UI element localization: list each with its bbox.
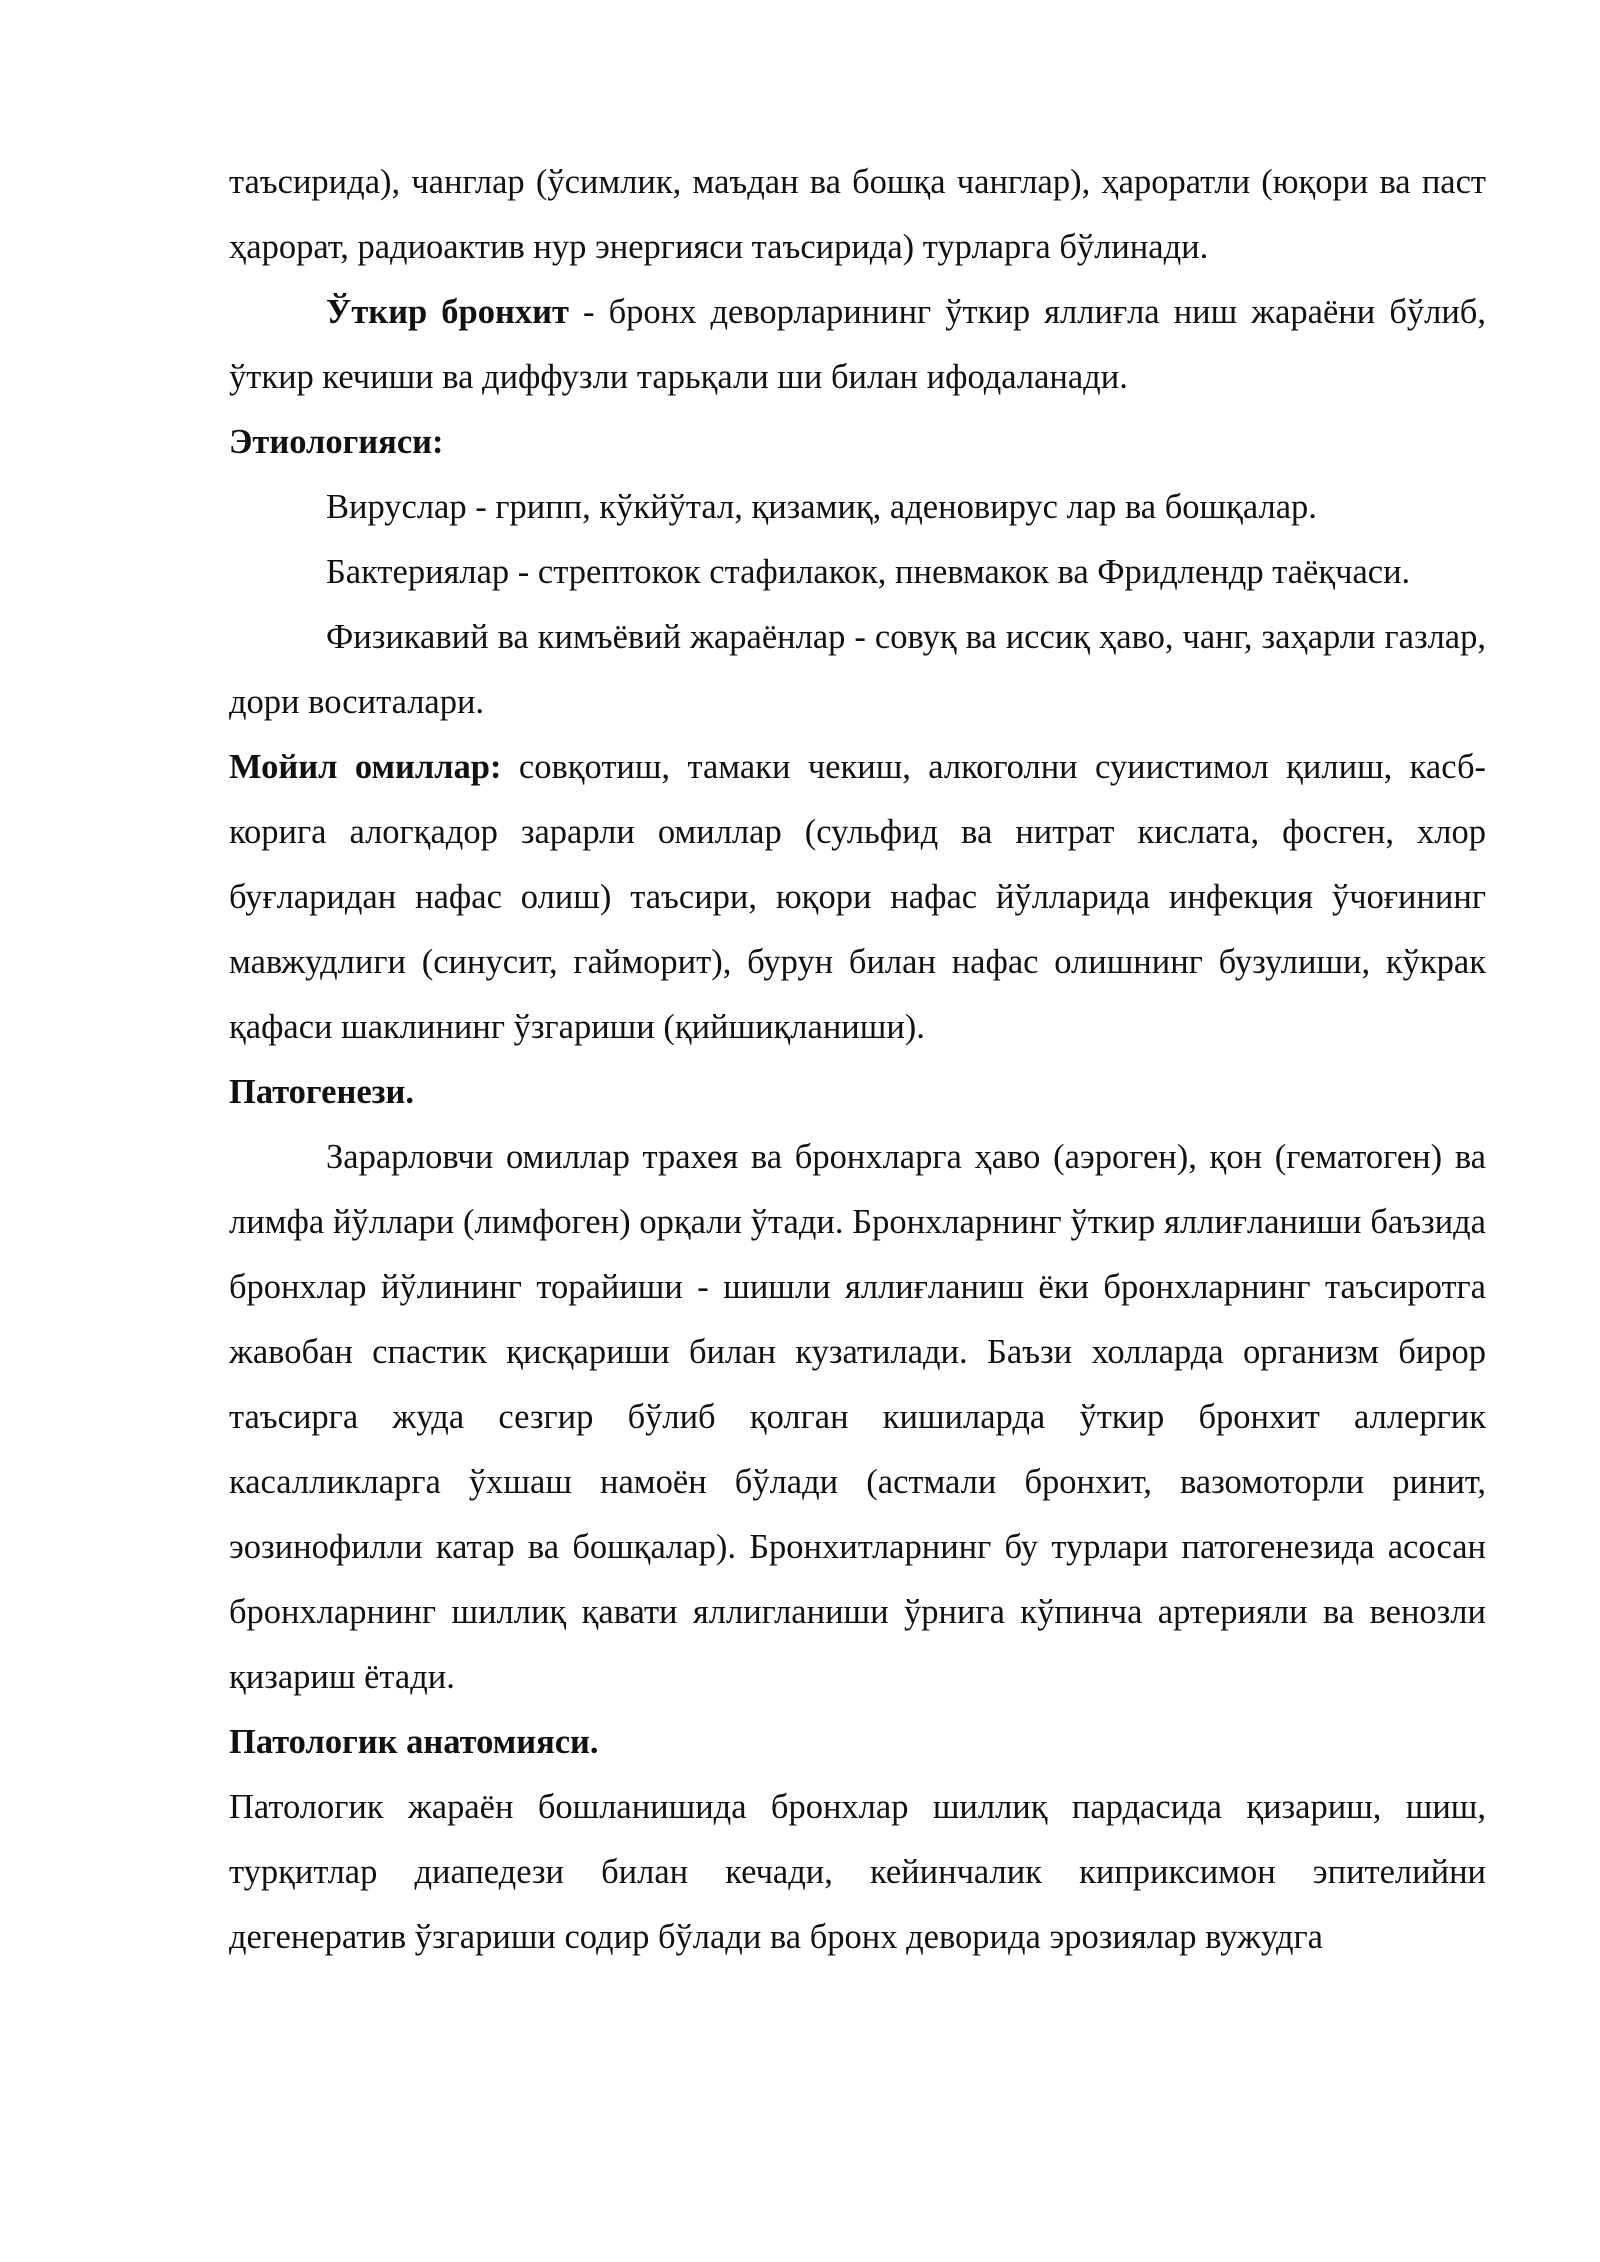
paragraph-pathogenesis: Зарарловчи омиллар трахея ва бронхларга ҳаво (аэроген), қон (гематоген) ва лимфа йўллари (лимфоген) орқали ўтади. Бронхларнинг ўткир яллиғланиши баъзида бронхлар йўлининг торайиши - шишли яллиғланиш ёки бронхларнинг таъсиротга жавобан спастик қисқариши билан кузатилади. Баъзи холларда организм бирор таъсирга жуда сезгир бўлиб қолган кишиларда ўткир бронхит аллергик касалликларга ўхшаш намоён бўлади (астмали бронхит, вазомоторли ринит, эозинофилли катар ва бошқалар). Бронхитларнинг бу турлари патогенезида асосан бронхларнинг шиллиқ қавати яллигланиши ўрнига кўпинча артерияли ва венозли қизариш ётади. [229, 1138, 1486, 1696]
paragraph-acute-bronchitis-definition [229, 280, 1486, 410]
paragraph-predisposing-factors [229, 735, 1486, 1060]
paragraph-intro: таъсирида), чанглар (ўсимлик, маъдан ва бошқа чанглар), ҳароратли (юқори ва паст ҳарорат, радиоактив нур энергияси таъсирида) турларга бўлинади. [229, 163, 1486, 266]
heading-etiology: Этиологияси: [229, 423, 444, 461]
heading-pathogenesis: Патогенези. [229, 1073, 415, 1111]
term-acute-bronchitis: Ўткир бронхит [326, 293, 569, 331]
document-page [229, 150, 1486, 1970]
paragraph-physical-chemical: Физикавий ва кимъёвий жараёнлар - совуқ ва иссиқ ҳаво, чанг, заҳарли газлар, дори воситалари. [229, 618, 1486, 721]
term-predisposing-factors: Мойил омиллар: [229, 748, 502, 786]
paragraph-bacteria: Бактериялар - стрептокок стафилакок, пневмакок ва Фридлендр таёқчаси. [326, 553, 1411, 591]
heading-pathologic-anatomy: Патологик анатомияси. [229, 1723, 599, 1761]
definition-text: - бронх деворларининг ўткир яллиғла ниш жараёни бўлиб, ўткир кечиши ва диффузли тарьқали ши билан ифодаланади. [229, 293, 1486, 396]
paragraph-viruses: Вируслар - грипп, кўкйўтал, қизамиқ, аденовирус лар ва бошқалар. [326, 488, 1317, 526]
predisposing-factors-text: совқотиш, тамаки чекиш, алкоголни суиистимол қилиш, касб-корига алогқадор зарарли омиллар (сульфид ва нитрат кислата, фосген, хлор буғларидан нафас олиш) таъсири, юқори нафас йўлларида инфекция ўчоғининг мавжудлиги (синусит, гайморит), бурун билан нафас олишнинг бузулиши, кўкрак қафаси шаклининг ўзгариши (қийшиқланиши). [229, 748, 1487, 1046]
paragraph-pathologic-anatomy: Патологик жараён бошланишида бронхлар шиллиқ пардасида қизариш, шиш, турқитлар диапедези билан кечади, кейинчалик киприксимон эпителийни дегенератив ўзгариши содир бўлади ва бронх деворида эрозиялар вужудга [229, 1788, 1486, 1956]
